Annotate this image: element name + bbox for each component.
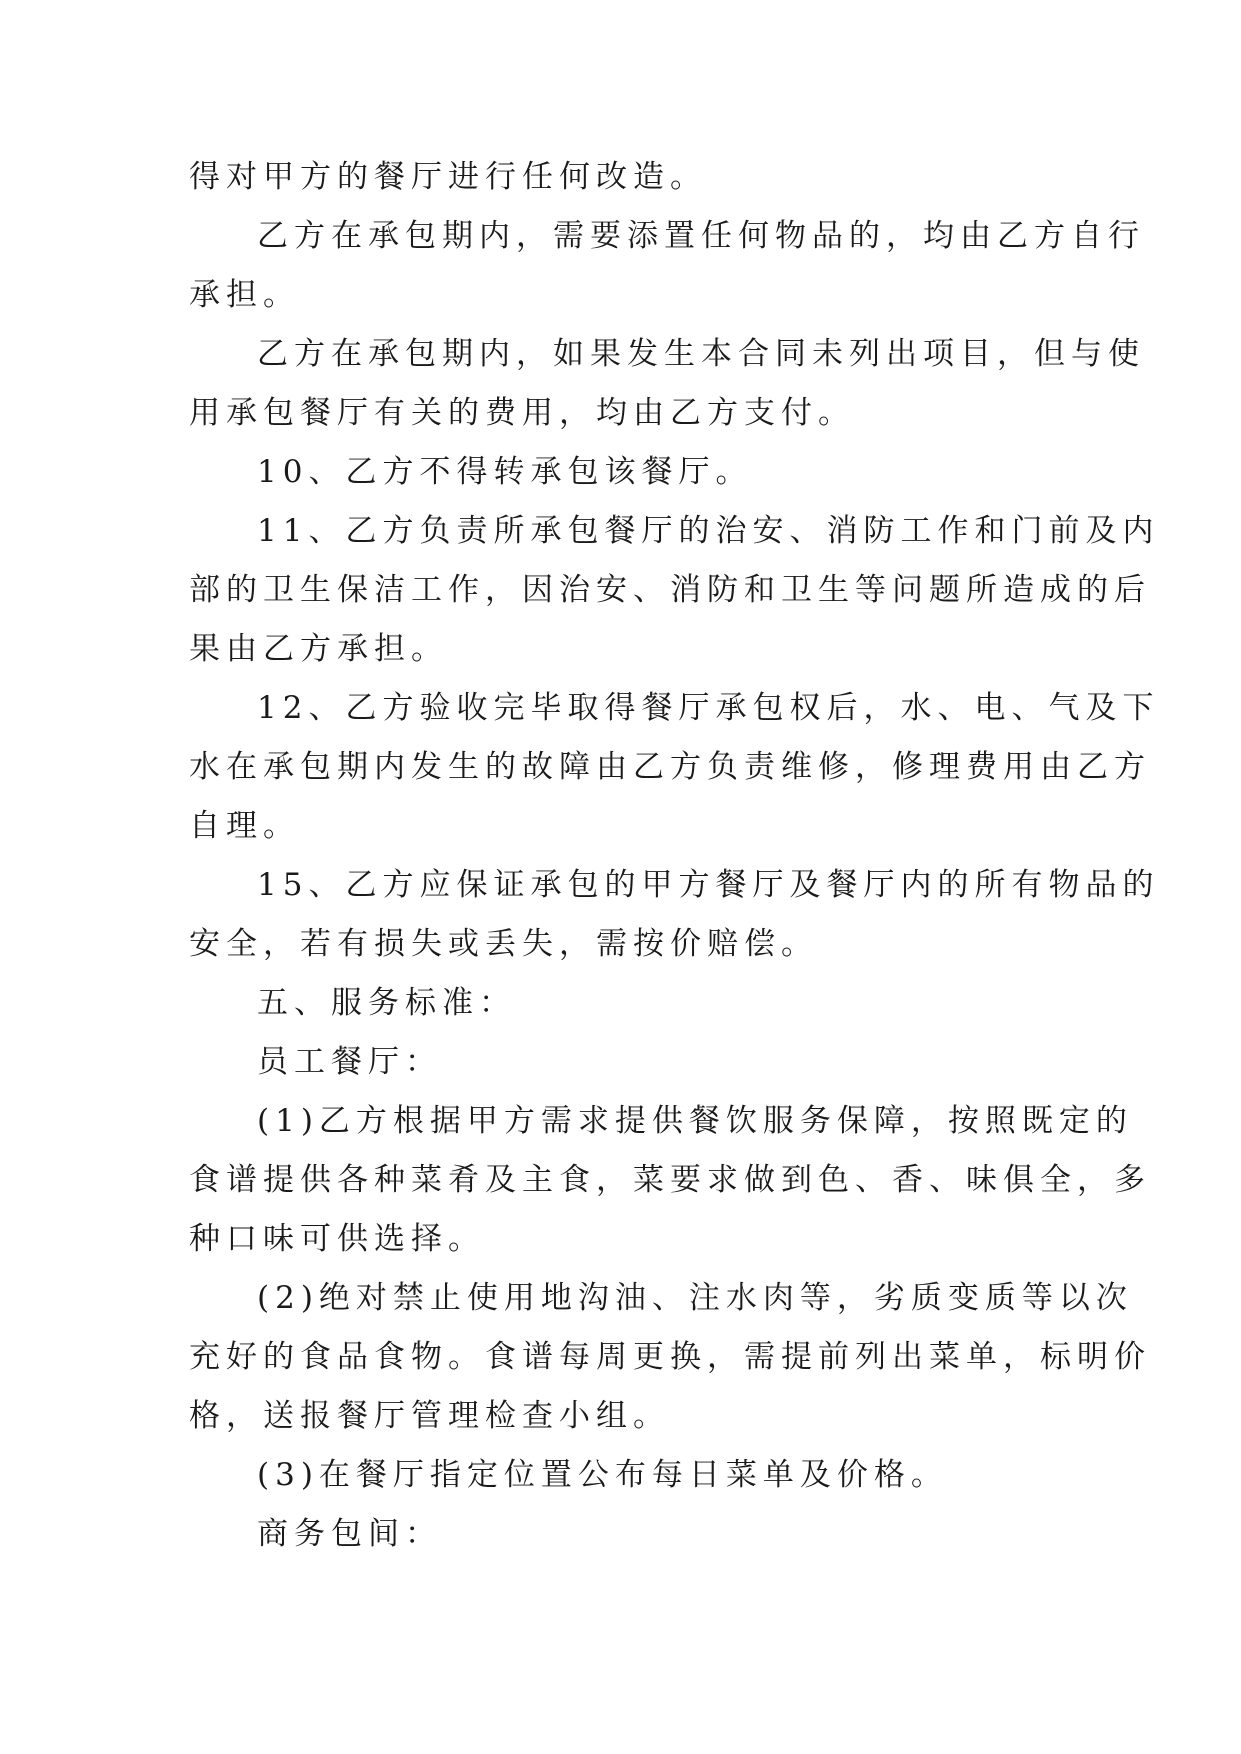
text-line: 安全，若有损失或丢失，需按价赔偿。	[189, 926, 818, 962]
text-line: 充好的食品食物。食谱每周更换，需提前列出菜单，标明价	[189, 1339, 1151, 1375]
text-line: 食谱提供各种菜肴及主食，菜要求做到色、香、味俱全，多	[189, 1162, 1151, 1198]
text-line: (1)乙方根据甲方需求提供餐饮服务保障，按照既定的	[257, 1103, 1133, 1139]
text-line: 乙方在承包期内，如果发生本合同未列出项目，但与使	[257, 336, 1145, 372]
text-line: 部的卫生保洁工作，因治安、消防和卫生等问题所造成的后	[189, 572, 1151, 608]
text-line: 果由乙方承担。	[189, 631, 448, 667]
text-line: (3)在餐厅指定位置公布每日菜单及价格。	[257, 1457, 948, 1493]
text-line: 自理。	[189, 808, 300, 844]
text-line: 乙方在承包期内，需要添置任何物品的，均由乙方自行	[257, 218, 1145, 254]
text-line: 格，送报餐厅管理检查小组。	[189, 1398, 670, 1434]
text-line: 水在承包期内发生的故障由乙方负责维修，修理费用由乙方	[189, 749, 1151, 785]
text-line: 得对甲方的餐厅进行任何改造。	[189, 159, 707, 195]
text-line: 种口味可供选择。	[189, 1221, 485, 1257]
text-line: 12、乙方验收完毕取得餐厅承包权后，水、电、气及下	[257, 690, 1160, 726]
text-line: 用承包餐厅有关的费用，均由乙方支付。	[189, 395, 855, 431]
text-line: 承担。	[189, 277, 300, 313]
subsection-heading: 商务包间：	[257, 1516, 442, 1552]
subsection-heading: 员工餐厅：	[257, 1044, 442, 1080]
text-line: (2)绝对禁止使用地沟油、注水肉等，劣质变质等以次	[257, 1280, 1133, 1316]
text-line: 10、乙方不得转承包该餐厅。	[257, 454, 753, 490]
text-line: 15、乙方应保证承包的甲方餐厅及餐厅内的所有物品的	[257, 867, 1160, 903]
text-line: 11、乙方负责所承包餐厅的治安、消防工作和门前及内	[257, 513, 1160, 549]
section-heading: 五、服务标准：	[257, 985, 516, 1021]
document-body	[189, 148, 1160, 1564]
